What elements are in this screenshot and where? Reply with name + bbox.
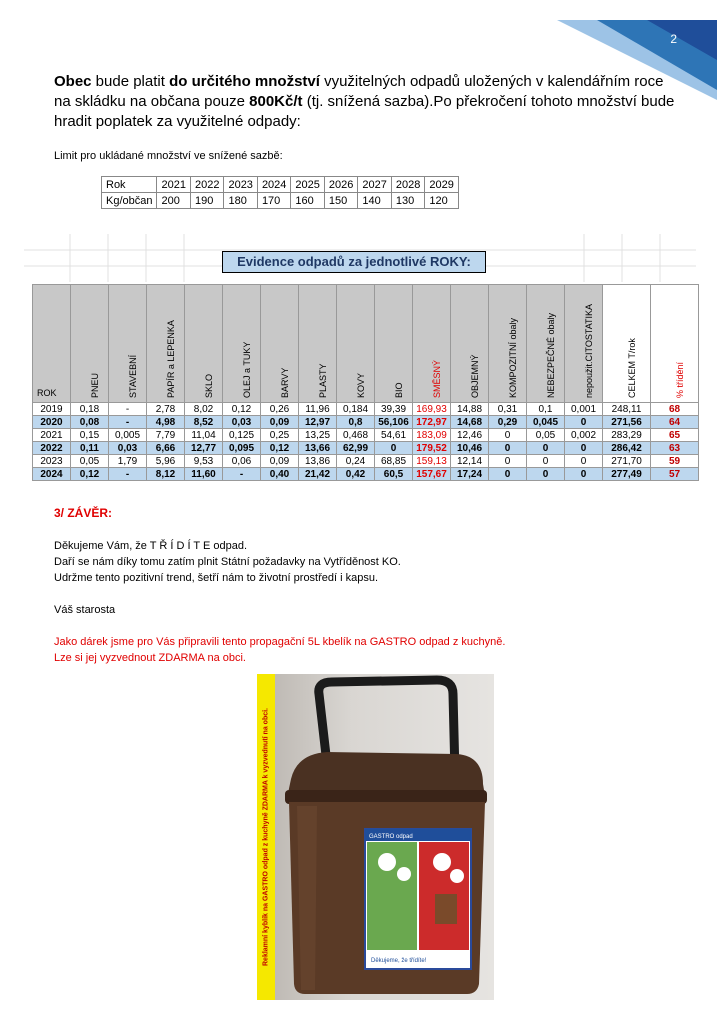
limit-cell: 170 [257, 193, 290, 209]
table-cell: 12,77 [185, 442, 223, 455]
table-cell: 0,095 [223, 442, 261, 455]
limit-cell: 200 [157, 193, 190, 209]
table-cell: 2019 [33, 403, 71, 416]
signature: Váš starosta [54, 604, 116, 616]
table-cell: 11,60 [185, 468, 223, 481]
table-cell: 68,85 [375, 455, 413, 468]
table-cell: 8,52 [185, 416, 223, 429]
table-cell: 57 [651, 468, 699, 481]
table-cell: 62,99 [337, 442, 375, 455]
column-header: ROK [33, 285, 71, 403]
bucket-illustration [257, 674, 494, 1000]
limit-cell: 120 [425, 193, 458, 209]
table-cell: 12,46 [451, 429, 489, 442]
limit-cell: 2021 [157, 177, 190, 193]
limit-cell: 160 [291, 193, 324, 209]
column-header: PAPÍR a LEPENKA [147, 285, 185, 403]
column-header: STAVEBNÍ [109, 285, 147, 403]
table-cell: 12,14 [451, 455, 489, 468]
table-cell: 7,79 [147, 429, 185, 442]
table-cell: 179,52 [413, 442, 451, 455]
table-cell: 10,46 [451, 442, 489, 455]
table-cell: 0,8 [337, 416, 375, 429]
promo-strip: Reklamní kyblík na GASTRO odpad z kuchyně ZDARMA k vyzvednutí na obci. [257, 674, 275, 1000]
table-cell: 59 [651, 455, 699, 468]
column-header: KOVY [337, 285, 375, 403]
table-cell: 0,03 [109, 442, 147, 455]
limit-cell: 130 [391, 193, 424, 209]
limit-table [101, 176, 459, 209]
table-cell: 0,24 [337, 455, 375, 468]
table-cell: 8,02 [185, 403, 223, 416]
limit-cell: 2024 [257, 177, 290, 193]
column-header: PLASTY [299, 285, 337, 403]
column-header: BIO [375, 285, 413, 403]
table-cell: 56,106 [375, 416, 413, 429]
table-cell: 157,67 [413, 468, 451, 481]
table-cell: 11,04 [185, 429, 223, 442]
table-cell: 248,11 [603, 403, 651, 416]
table-cell: 2,78 [147, 403, 185, 416]
table-cell: 0,125 [223, 429, 261, 442]
table-row [33, 403, 699, 416]
table-cell: 0 [565, 468, 603, 481]
table-cell: 0,12 [223, 403, 261, 416]
table-cell: 39,39 [375, 403, 413, 416]
limit-cell: Rok [102, 177, 157, 193]
table-cell: 277,49 [603, 468, 651, 481]
table-cell: 0 [527, 442, 565, 455]
intro-paragraph: Obec bude platit do určitého množství využitelných odpadů uložených v kalendářním roce na skládku na občana pouze 800Kč/t (tj. snížená sazba).Po překročení tohoto množství bude hradit poplatek za využitelné odpady: [54, 73, 675, 130]
table-cell: 14,88 [451, 403, 489, 416]
table-cell: - [109, 468, 147, 481]
limit-cell: 2023 [224, 177, 257, 193]
column-header: CELKEM T/rok [603, 285, 651, 403]
table-cell: 169,93 [413, 403, 451, 416]
limit-cell: 2022 [190, 177, 223, 193]
table-cell: 0,06 [223, 455, 261, 468]
table-cell: 64 [651, 416, 699, 429]
table-cell: 0 [565, 442, 603, 455]
table-cell: 0 [489, 455, 527, 468]
table-cell: 54,61 [375, 429, 413, 442]
table-cell: 286,42 [603, 442, 651, 455]
table-cell: 159,13 [413, 455, 451, 468]
zaver-text: Děkujeme Vám, že T Ř Í D Í T E odpad. Daří se nám díky tomu zatím plnit Státní požadavky na Vytříděnost KO. Udržme tento pozitivní trend, šetří nám to životní prostředí i kapsu. [54, 540, 401, 584]
table-cell: 13,66 [299, 442, 337, 455]
table-cell: 0,25 [261, 429, 299, 442]
table-cell: 0 [527, 455, 565, 468]
table-cell: 63 [651, 442, 699, 455]
page-number: 2 [670, 32, 677, 46]
column-header: BARVY [261, 285, 299, 403]
column-header: % třídění [651, 285, 699, 403]
table-cell: 68 [651, 403, 699, 416]
limit-cell: 2029 [425, 177, 458, 193]
table-cell: 0,002 [565, 429, 603, 442]
limit-row-values [102, 193, 459, 209]
column-header: SMĚSNÝ [413, 285, 451, 403]
label-title: GASTRO odpad [369, 834, 413, 840]
table-cell: 0,005 [109, 429, 147, 442]
table-cell: 0,42 [337, 468, 375, 481]
table-cell: 2020 [33, 416, 71, 429]
table-cell: 4,98 [147, 416, 185, 429]
evidence-title: Evidence odpadů za jednotlivé ROKY: [222, 251, 486, 273]
table-cell: 0,15 [71, 429, 109, 442]
table-cell: 0,045 [527, 416, 565, 429]
table-cell: 1,79 [109, 455, 147, 468]
table-cell: 0,1 [527, 403, 565, 416]
table-row [33, 429, 699, 442]
table-cell: 13,25 [299, 429, 337, 442]
column-header: OBJEMNÝ [451, 285, 489, 403]
table-cell: 0 [489, 442, 527, 455]
table-cell: 0 [489, 429, 527, 442]
table-cell: 0 [565, 455, 603, 468]
column-header: nepoužit.CITOSTATIKA [565, 285, 603, 403]
table-cell: 9,53 [185, 455, 223, 468]
table-cell: 0,05 [527, 429, 565, 442]
limit-cell: 2028 [391, 177, 424, 193]
table-cell: 0,11 [71, 442, 109, 455]
table-cell: 5,96 [147, 455, 185, 468]
table-cell: - [223, 468, 261, 481]
table-cell: 0,40 [261, 468, 299, 481]
table-cell: 0 [375, 442, 413, 455]
limit-cell: 2027 [358, 177, 391, 193]
table-cell: 0,03 [223, 416, 261, 429]
label-footer: Děkujeme, že třídíte! [371, 958, 427, 964]
table-cell: 2022 [33, 442, 71, 455]
limit-row-years [102, 177, 459, 193]
table-cell: 12,97 [299, 416, 337, 429]
table-cell: 0 [527, 468, 565, 481]
bucket-photo [257, 674, 494, 1000]
table-cell: 172,97 [413, 416, 451, 429]
table-cell: 0 [565, 416, 603, 429]
table-cell: 283,29 [603, 429, 651, 442]
table-cell: 0,29 [489, 416, 527, 429]
column-header: NEBEZPEČNÉ obaly [527, 285, 565, 403]
table-cell: 8,12 [147, 468, 185, 481]
column-header: PNEU [71, 285, 109, 403]
column-header: OLEJ a TUKY [223, 285, 261, 403]
limit-label: Limit pro ukládané množství ve snížené sazbě: [54, 150, 283, 162]
table-row [33, 455, 699, 468]
table-row [33, 442, 699, 455]
column-header: SKLO [185, 285, 223, 403]
waste-table [32, 284, 699, 481]
zaver-heading: 3/ ZÁVĚR: [54, 506, 113, 520]
table-cell: 0,468 [337, 429, 375, 442]
table-cell: 11,96 [299, 403, 337, 416]
table-cell: 271,70 [603, 455, 651, 468]
table-cell: 0,26 [261, 403, 299, 416]
table-cell: 0,08 [71, 416, 109, 429]
waste-header-row [33, 285, 699, 403]
table-cell: - [109, 416, 147, 429]
table-cell: 14,68 [451, 416, 489, 429]
table-cell: 2023 [33, 455, 71, 468]
table-cell: 2021 [33, 429, 71, 442]
gift-text: Jako dárek jsme pro Vás připravili tento propagační 5L kbelík na GASTRO odpad z kuchyně. Lze si jej vyzvednout ZDARMA na obci. [54, 636, 506, 664]
table-cell: 13,86 [299, 455, 337, 468]
column-header: KOMPOZITNÍ obaly [489, 285, 527, 403]
table-cell: 0,31 [489, 403, 527, 416]
table-cell: 271,56 [603, 416, 651, 429]
limit-cell: 190 [190, 193, 223, 209]
table-cell: 0,09 [261, 455, 299, 468]
limit-cell: Kg/občan [102, 193, 157, 209]
table-cell: - [109, 403, 147, 416]
limit-cell: 2026 [324, 177, 357, 193]
table-cell: 0,184 [337, 403, 375, 416]
table-cell: 0,001 [565, 403, 603, 416]
table-row [33, 468, 699, 481]
table-row [33, 416, 699, 429]
limit-cell: 180 [224, 193, 257, 209]
table-cell: 0,05 [71, 455, 109, 468]
limit-cell: 140 [358, 193, 391, 209]
table-cell: 0,09 [261, 416, 299, 429]
table-cell: 6,66 [147, 442, 185, 455]
table-cell: 0,12 [261, 442, 299, 455]
table-cell: 183,09 [413, 429, 451, 442]
table-cell: 2024 [33, 468, 71, 481]
table-cell: 21,42 [299, 468, 337, 481]
table-cell: 17,24 [451, 468, 489, 481]
table-cell: 0,12 [71, 468, 109, 481]
limit-cell: 2025 [291, 177, 324, 193]
table-cell: 65 [651, 429, 699, 442]
limit-cell: 150 [324, 193, 357, 209]
table-cell: 0,18 [71, 403, 109, 416]
table-cell: 60,5 [375, 468, 413, 481]
table-cell: 0 [489, 468, 527, 481]
